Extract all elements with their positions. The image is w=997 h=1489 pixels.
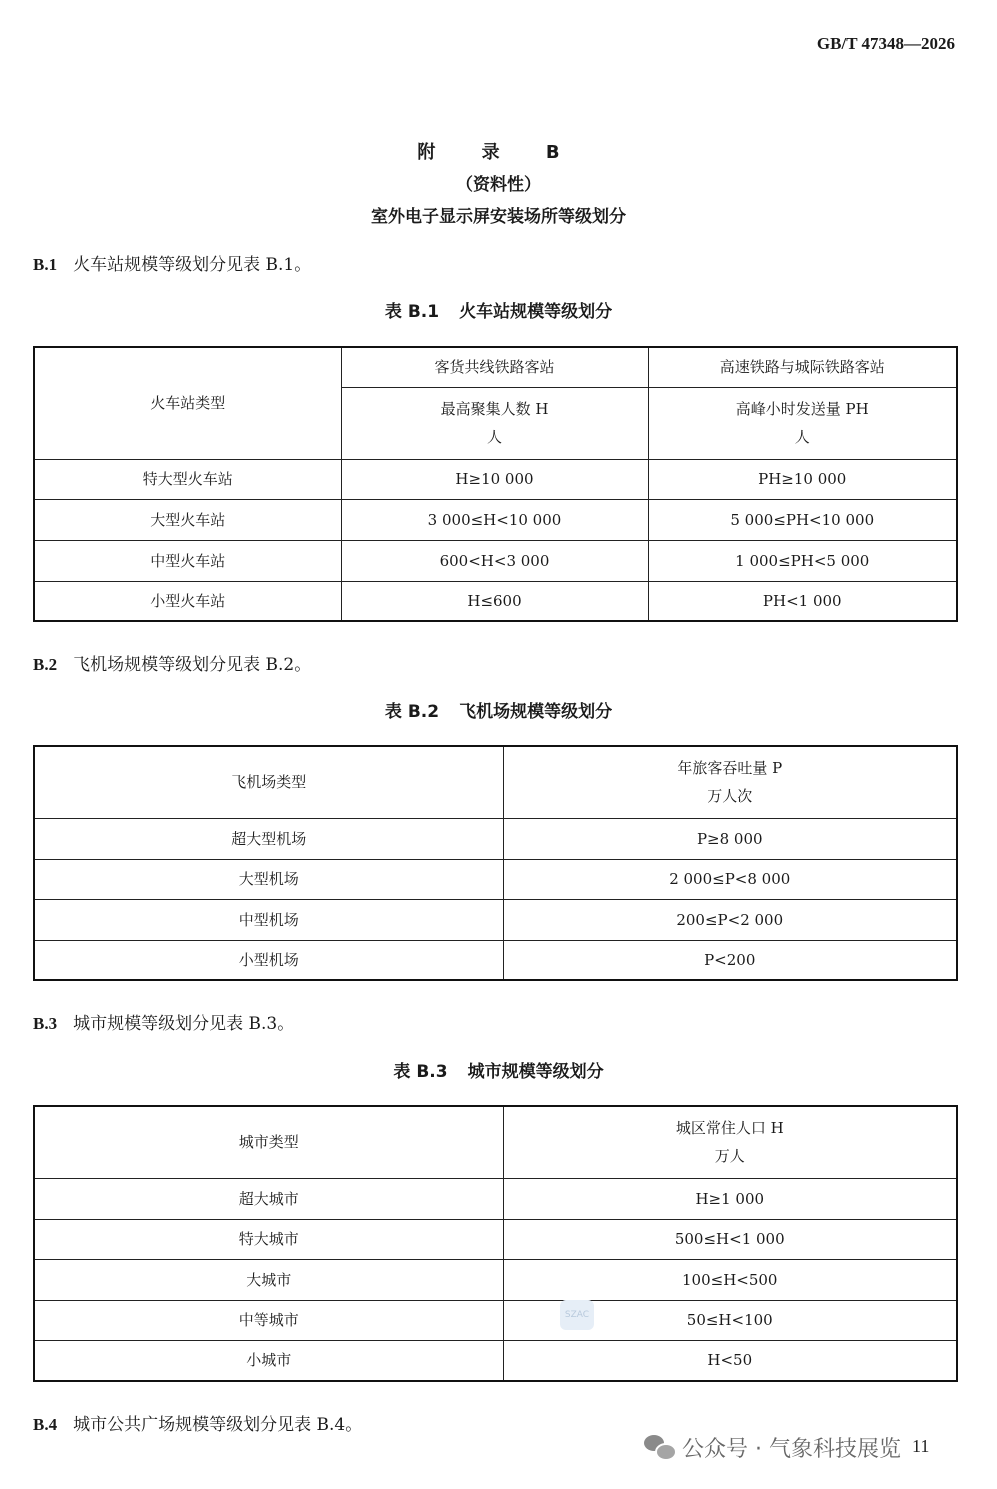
cell-type: 大型火车站 xyxy=(34,499,341,540)
table-row xyxy=(34,1219,957,1259)
cell-type: 小型机场 xyxy=(34,940,503,980)
header-type: 城市类型 xyxy=(34,1106,503,1178)
clause-text: 城市规模等级划分见表 B.3。 xyxy=(73,1014,295,1034)
clause-number: B.2 xyxy=(33,655,58,674)
clause-b3 xyxy=(33,1009,294,1034)
header-metric: 城区常住人口 H 万人 xyxy=(503,1106,957,1178)
header-metric-a: 最高聚集人数 H 人 xyxy=(341,387,648,459)
appendix-nature: （资料性） xyxy=(456,175,541,195)
cell-type: 中型机场 xyxy=(34,899,503,940)
cell-value: 50≤H<100 xyxy=(503,1300,957,1340)
appendix-title: 附 录 B xyxy=(417,142,580,163)
cell-type: 特大型火车站 xyxy=(34,459,341,499)
cell-type: 大城市 xyxy=(34,1259,503,1300)
caption-label: 表 B.3 xyxy=(393,1062,448,1082)
table-row xyxy=(34,940,957,980)
cell-type: 中等城市 xyxy=(34,1300,503,1340)
cell-value: H≥1 000 xyxy=(503,1178,957,1219)
caption-title: 火车站规模等级划分 xyxy=(459,302,613,322)
cell-value-a: H≤600 xyxy=(341,581,648,621)
clause-text: 飞机场规模等级划分见表 B.2。 xyxy=(73,655,312,675)
cell-value-a: 3 000≤H<10 000 xyxy=(341,499,648,540)
table-row xyxy=(34,1178,957,1219)
cell-value-b: PH<1 000 xyxy=(648,581,957,621)
header-metric-b: 高峰小时发送量 PH 人 xyxy=(648,387,957,459)
header-metric: 年旅客吞吐量 P 万人次 xyxy=(503,746,957,818)
wechat-icon xyxy=(644,1435,674,1461)
table-row xyxy=(34,1300,957,1340)
table-row xyxy=(34,899,957,940)
cell-value: 200≤P<2 000 xyxy=(503,899,957,940)
clause-number: B.4 xyxy=(33,1415,58,1434)
cell-type: 超大型机场 xyxy=(34,818,503,859)
table-row xyxy=(34,581,957,621)
clause-b2 xyxy=(33,650,311,675)
clause-b4 xyxy=(33,1410,362,1435)
caption-title: 飞机场规模等级划分 xyxy=(459,702,613,722)
cell-type: 小型火车站 xyxy=(34,581,341,621)
cell-value: 100≤H<500 xyxy=(503,1259,957,1300)
table-row xyxy=(34,859,957,899)
caption-label: 表 B.2 xyxy=(384,702,440,722)
table-caption-b3 xyxy=(0,1057,997,1082)
cell-value-a: H≥10 000 xyxy=(341,459,648,499)
clause-b1 xyxy=(33,250,311,275)
caption-title: 城市规模等级划分 xyxy=(467,1062,604,1082)
cell-value-b: 1 000≤PH<5 000 xyxy=(648,540,957,581)
cell-type: 小城市 xyxy=(34,1340,503,1381)
cell-type: 大型机场 xyxy=(34,859,503,899)
cell-value: P<200 xyxy=(503,940,957,980)
cell-value-b: 5 000≤PH<10 000 xyxy=(648,499,957,540)
cell-value: P≥8 000 xyxy=(503,818,957,859)
wechat-account-name: 公众号 · 气象科技展览 xyxy=(682,1437,901,1462)
table-row xyxy=(34,818,957,859)
cell-type: 中型火车站 xyxy=(34,540,341,581)
standard-code: GB/T 47348—2026 xyxy=(816,34,955,53)
cell-type: 特大城市 xyxy=(34,1219,503,1259)
cell-value: H<50 xyxy=(503,1340,957,1381)
table-row xyxy=(34,1259,957,1300)
clause-text: 城市公共广场规模等级划分见表 B.4。 xyxy=(73,1415,363,1435)
table-row xyxy=(34,1340,957,1381)
cell-value: 2 000≤P<8 000 xyxy=(503,859,957,899)
clause-number: B.1 xyxy=(33,255,58,274)
appendix-name: 室外电子显示屏安装场所等级划分 xyxy=(371,207,626,227)
cell-value: 500≤H<1 000 xyxy=(503,1219,957,1259)
table-row xyxy=(34,459,957,499)
cell-type: 超大城市 xyxy=(34,1178,503,1219)
cell-value-b: PH≥10 000 xyxy=(648,459,957,499)
table-row xyxy=(34,499,957,540)
table-caption-b2 xyxy=(0,697,997,722)
table-b2 xyxy=(33,745,958,981)
header-group-a: 客货共线铁路客站 xyxy=(341,347,648,387)
clause-text: 火车站规模等级划分见表 B.1。 xyxy=(73,255,312,275)
header-type: 飞机场类型 xyxy=(34,746,503,818)
table-b1 xyxy=(33,346,958,622)
wechat-account-tag[interactable] xyxy=(644,1432,901,1463)
header-group-b: 高速铁路与城际铁路客站 xyxy=(648,347,957,387)
watermark-logo: SZAC xyxy=(560,1300,594,1330)
header-type: 火车站类型 xyxy=(34,347,341,459)
table-row xyxy=(34,540,957,581)
page-number: 11 xyxy=(912,1436,930,1456)
clause-number: B.3 xyxy=(33,1014,58,1033)
caption-label: 表 B.1 xyxy=(384,302,440,322)
table-caption-b1 xyxy=(0,297,997,322)
table-b3 xyxy=(33,1105,958,1382)
cell-value-a: 600<H<3 000 xyxy=(341,540,648,581)
